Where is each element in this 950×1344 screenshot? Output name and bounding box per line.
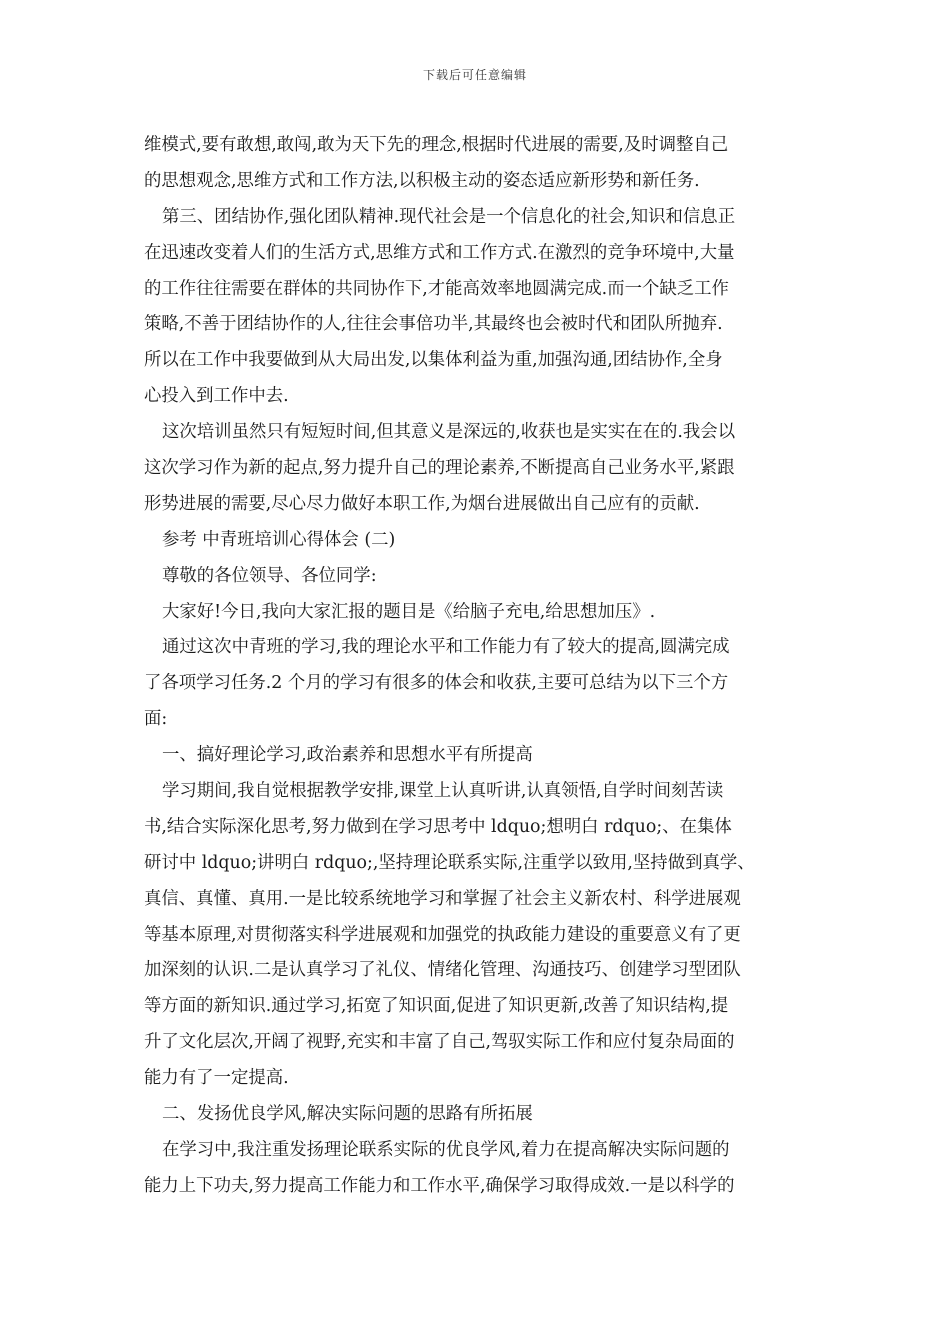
text-line: 了各项学习任务.2 个月的学习有很多的体会和收获,主要可总结为以下三个方 [144,673,729,694]
text-line: 参考 中青班培训心得体会 (二) [162,529,396,550]
text-line: 第三、团结协作,强化团队精神.现代社会是一个信息化的社会,知识和信息正 [162,206,736,227]
text-line: 形势进展的需要,尽心尽力做好本职工作,为烟台进展做出自己应有的贡献. [144,493,700,514]
text-line: 这次培训虽然只有短短时间,但其意义是深远的,收获也是实实在在的.我会以 [162,422,736,443]
text-line: 的思想观念,思维方式和工作方法,以积极主动的姿态适应新形势和新任务. [144,170,700,191]
text-line: 学习期间,我自觉根据教学安排,课堂上认真听讲,认真领悟,自学时间刻苦读 [162,781,724,802]
text-line: 所以在工作中我要做到从大局出发,以集体利益为重,加强沟通,团结协作,全身 [144,350,723,371]
text-line: 策略,不善于团结协作的人,往往会事倍功半,其最终也会被时代和团队所抛弃. [144,314,723,335]
text-line: 真信、真懂、真用.一是比较系统地学习和掌握了社会主义新农村、科学进展观 [144,888,741,909]
text-line: 大家好!今日,我向大家汇报的题目是《给脑子充电,给思想加压》. [162,601,656,622]
text-line: 维模式,要有敢想,敢闯,敢为天下先的理念,根据时代进展的需要,及时调整自己 [144,135,729,155]
text-line: 尊敬的各位领导、各位同学: [162,565,377,586]
text-line: 这次学习作为新的起点,努力提升自己的理论素养,不断提高自己业务水平,紧跟 [144,458,735,479]
document-body [144,128,810,1205]
text-line: 加深刻的认识.二是认真学习了礼仪、情绪化管理、沟通技巧、创建学习型团队 [144,960,741,981]
text-line: 等方面的新知识.通过学习,拓宽了知识面,促进了知识更新,改善了知识结构,提 [144,996,729,1017]
text-line: 的工作往往需要在群体的共同协作下,才能高效率地圆满完成.而一个缺乏工作 [144,278,729,299]
text-line: 书,结合实际深化思考,努力做到在学习思考中 ldquo;想明白 rdquo;、在集体 [144,816,732,837]
text-line: 面: [144,709,168,730]
text-line: 心投入到工作中去. [144,386,289,407]
text-line: 研讨中 ldquo;讲明白 rdquo;,坚持理论联系实际,注重学以致用,坚持做到真学、 [144,852,755,873]
text-line: 在迅速改变着人们的生活方式,思维方式和工作方式.在激烈的竞争环境中,大量 [144,242,735,263]
text-line: 升了文化层次,开阔了视野,充实和丰富了自己,驾驭实际工作和应付复杂局面的 [144,1032,735,1053]
text-line: 等基本原理,对贯彻落实科学进展观和加强党的执政能力建设的重要意义有了更 [144,924,741,945]
text-line: 通过这次中青班的学习,我的理论水平和工作能力有了较大的提高,圆满完成 [162,637,730,658]
text-line: 能力有了一定提高. [144,1068,289,1089]
text-line: 一、搞好理论学习,政治素养和思想水平有所提高 [162,745,533,766]
page-header: 下载后可任意编辑 [422,68,527,82]
text-line: 二、发扬优良学风,解决实际问题的思路有所拓展 [162,1104,533,1125]
text-line: 能力上下功夫,努力提高工作能力和工作水平,确保学习取得成效.一是以科学的 [144,1175,735,1196]
text-line: 在学习中,我注重发扬理论联系实际的优良学风,着力在提高解决实际问题的 [162,1139,730,1160]
